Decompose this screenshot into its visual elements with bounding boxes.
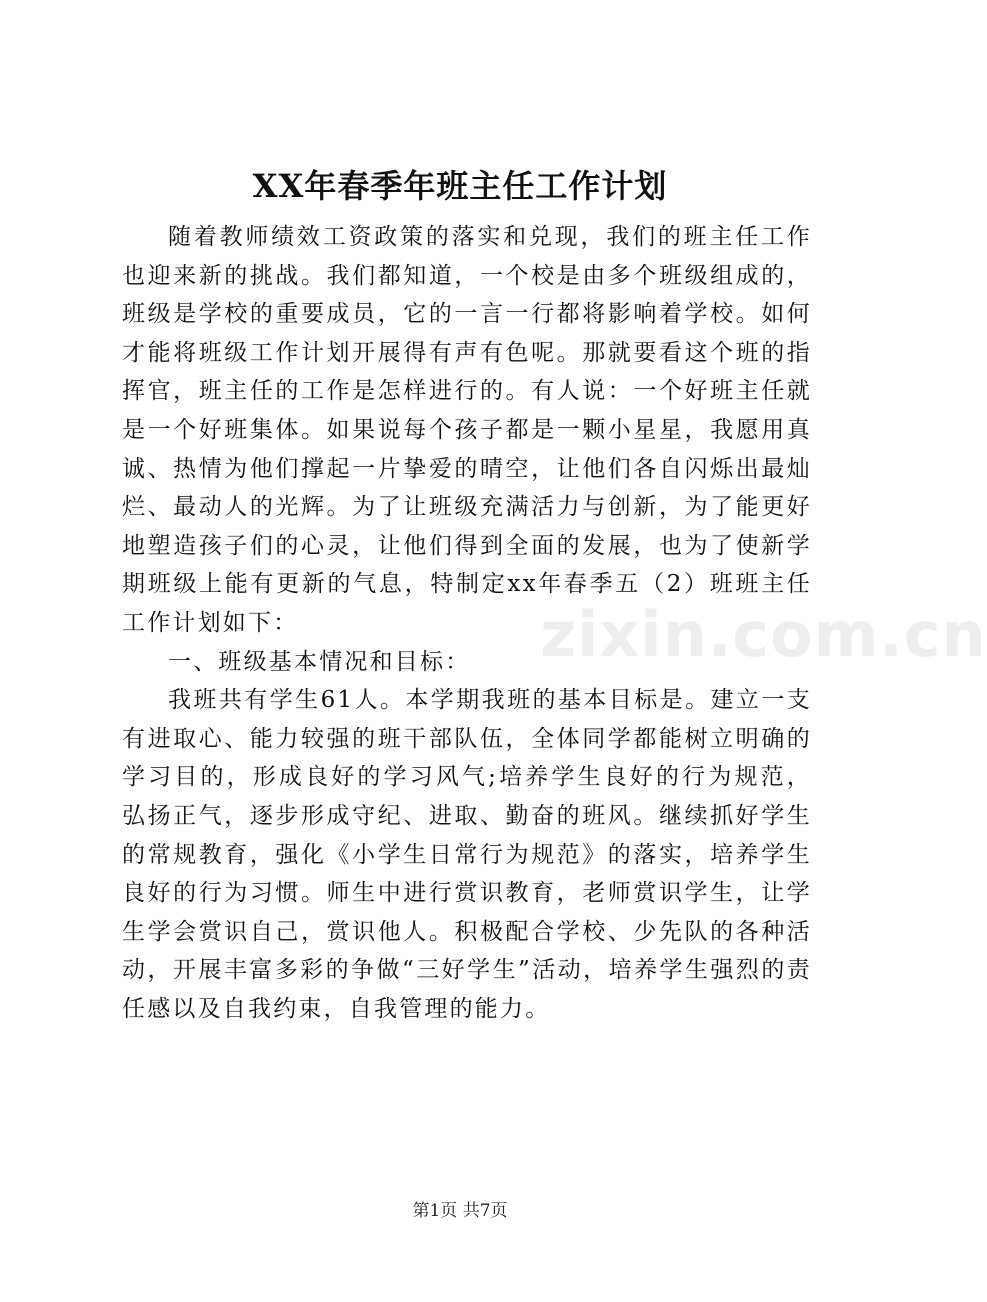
page-footer: 第1页 共7页 — [412, 1201, 508, 1221]
paragraph-class-goals: 我班共有学生61人。本学期我班的基本目标是。建立一支有进取心、能力较强的班干部队伍，全体同学都能树立明确的学习目的，形成良好的学习风气;培养学生良好的行为规范，弘扬正气，逐步形成守纪、进取、勤奋的班风。继续抓好学生的常规教育，强化《小学生日常行为规范》的落实，培养学生良好的行为习惯。师生中进行赏识教育，老师赏识学生，让学生学会赏识自己，赏识他人。积极配合学校、少先队的各种活动，开展丰富多彩的争做“三好学生”活动，培养学生强烈的责任感以及自我约束，自我管理的能力。 — [122, 687, 812, 1022]
paragraph-intro: 随着教师绩效工资政策的落实和兑现，我们的班主任工作也迎来新的挑战。我们都知道，一个校是由多个班级组成的，班级是学校的重要成员，它的一言一行都将影响着学校。如何才能将班级工作计划开展得有声有色呢。那就要看这个班的指挥官，班主任的工作是怎样进行的。有人说：一个好班主任就是一个好班集体。如果说每个孩子都是一颗小星星，我愿用真诚、热情为他们撑起一片挚爱的晴空，让他们各自闪烁出最灿烂、最动人的光辉。为了让班级充满活力与创新，为了能更好地塑造孩子们的心灵，让他们得到全面的发展，也为了使新学期班级上能有更新的气息，特制定xx年春季五（2）班班主任工作计划如下： — [122, 224, 812, 636]
watermark-text: zixin.com.cn — [540, 598, 987, 671]
page-title: XX年春季年班主任工作计划 — [252, 167, 668, 205]
document-body — [122, 218, 812, 1028]
paragraph-section-heading: 一、班级基本情况和目标： — [168, 648, 471, 675]
